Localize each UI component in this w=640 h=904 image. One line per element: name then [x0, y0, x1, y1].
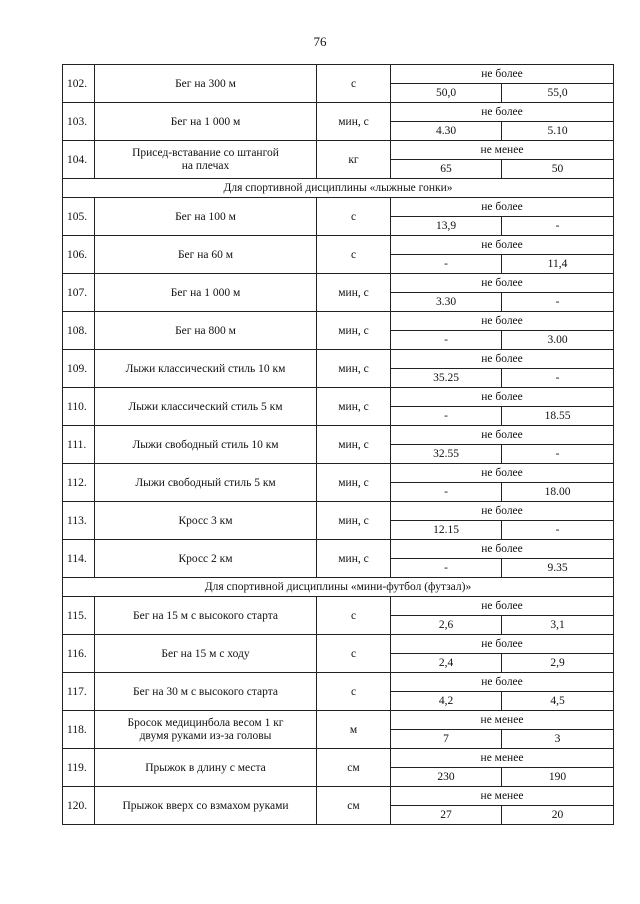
- exercise-name: [95, 787, 317, 825]
- value-2: 3: [502, 730, 614, 749]
- exercise-name-line: Бросок медицинбола весом 1 кг: [127, 716, 284, 729]
- item-number: 103.: [63, 103, 95, 141]
- value-1: 50,0: [391, 84, 502, 103]
- exercise-name-line: Кросс 3 км: [178, 514, 233, 527]
- criterion: не менее: [391, 787, 614, 806]
- exercise-name-line: Бег на 800 м: [175, 324, 236, 337]
- criterion: не более: [391, 65, 614, 84]
- value-1: 13,9: [391, 217, 502, 236]
- value-1: 2,6: [391, 616, 502, 635]
- table-row: [63, 426, 614, 445]
- criterion: не более: [391, 236, 614, 255]
- value-1: -: [391, 483, 502, 502]
- item-number: 105.: [63, 198, 95, 236]
- value-1: 32.55: [391, 445, 502, 464]
- unit: с: [317, 597, 391, 635]
- exercise-name: [95, 312, 317, 350]
- criterion: не более: [391, 502, 614, 521]
- criterion: не более: [391, 350, 614, 369]
- value-1: 65: [391, 160, 502, 179]
- exercise-name: [95, 65, 317, 103]
- unit: см: [317, 787, 391, 825]
- table-row: [63, 274, 614, 293]
- value-1: 35.25: [391, 369, 502, 388]
- exercise-name: [95, 426, 317, 464]
- value-2: 3,1: [502, 616, 614, 635]
- value-1: -: [391, 255, 502, 274]
- item-number: 120.: [63, 787, 95, 825]
- exercise-name-line: Бег на 100 м: [175, 210, 236, 223]
- table-row: [63, 350, 614, 369]
- exercise-name: [95, 540, 317, 578]
- unit: см: [317, 749, 391, 787]
- table-row: [63, 749, 614, 768]
- criterion: не более: [391, 464, 614, 483]
- section-title: Для спортивной дисциплины «мини-футбол (футзал)»: [63, 578, 614, 597]
- unit: мин, с: [317, 350, 391, 388]
- exercise-name-line: Бег на 1 000 м: [170, 286, 241, 299]
- value-1: 230: [391, 768, 502, 787]
- exercise-name-line: Лыжи классический стиль 10 км: [125, 362, 286, 375]
- table-row: [63, 141, 614, 160]
- unit: мин, с: [317, 312, 391, 350]
- exercise-name-line: Лыжи свободный стиль 5 км: [135, 476, 276, 489]
- section-row: [63, 179, 614, 198]
- criterion: не более: [391, 198, 614, 217]
- table-row: [63, 236, 614, 255]
- exercise-name: [95, 141, 317, 179]
- exercise-name: [95, 198, 317, 236]
- item-number: 117.: [63, 673, 95, 711]
- item-number: 102.: [63, 65, 95, 103]
- table-row: [63, 711, 614, 730]
- exercise-name-line: Бег на 60 м: [177, 248, 234, 261]
- exercise-name-line: на плечах: [181, 159, 230, 172]
- value-2: 18.00: [502, 483, 614, 502]
- criterion: не менее: [391, 711, 614, 730]
- table-row: [63, 65, 614, 84]
- item-number: 118.: [63, 711, 95, 749]
- exercise-name-line: Присед-вставание со штангой: [132, 146, 279, 159]
- item-number: 110.: [63, 388, 95, 426]
- exercise-name: [95, 711, 317, 749]
- value-1: 4.30: [391, 122, 502, 141]
- value-2: 3.00: [502, 331, 614, 350]
- value-2: 9.35: [502, 559, 614, 578]
- item-number: 112.: [63, 464, 95, 502]
- standards-table: [62, 64, 614, 825]
- exercise-name-line: Лыжи классический стиль 5 км: [128, 400, 283, 413]
- value-1: -: [391, 559, 502, 578]
- page-number: 76: [313, 34, 327, 49]
- item-number: 119.: [63, 749, 95, 787]
- value-2: -: [502, 293, 614, 312]
- value-2: -: [502, 217, 614, 236]
- table-row: [63, 787, 614, 806]
- value-2: 20: [502, 806, 614, 825]
- exercise-name: [95, 597, 317, 635]
- table-row: [63, 464, 614, 483]
- exercise-name: [95, 274, 317, 312]
- exercise-name: [95, 103, 317, 141]
- value-2: 11,4: [502, 255, 614, 274]
- criterion: не более: [391, 312, 614, 331]
- value-2: -: [502, 521, 614, 540]
- table-row: [63, 540, 614, 559]
- value-1: 12.15: [391, 521, 502, 540]
- exercise-name-line: Бег на 300 м: [175, 77, 236, 90]
- exercise-name-line: Бег на 30 м с высокого старта: [132, 685, 278, 698]
- unit: мин, с: [317, 426, 391, 464]
- exercise-name: [95, 749, 317, 787]
- criterion: не более: [391, 540, 614, 559]
- criterion: не более: [391, 597, 614, 616]
- unit: с: [317, 673, 391, 711]
- exercise-name: [95, 464, 317, 502]
- exercise-name: [95, 388, 317, 426]
- criterion: не более: [391, 388, 614, 407]
- table-row: [63, 198, 614, 217]
- exercise-name: [95, 502, 317, 540]
- value-2: 50: [502, 160, 614, 179]
- table-row: [63, 673, 614, 692]
- exercise-name-line: Прыжок в длину с места: [145, 761, 266, 774]
- unit: с: [317, 635, 391, 673]
- exercise-name: [95, 350, 317, 388]
- unit: с: [317, 198, 391, 236]
- exercise-name-line: Бег на 15 м с высокого старта: [132, 609, 278, 622]
- section-row: [63, 578, 614, 597]
- criterion: не более: [391, 673, 614, 692]
- value-2: -: [502, 369, 614, 388]
- value-2: 5.10: [502, 122, 614, 141]
- exercise-name-line: Бег на 15 м с ходу: [161, 647, 250, 660]
- criterion: не менее: [391, 749, 614, 768]
- table-row: [63, 312, 614, 331]
- unit: с: [317, 236, 391, 274]
- unit: мин, с: [317, 274, 391, 312]
- unit: мин, с: [317, 388, 391, 426]
- section-title: Для спортивной дисциплины «лыжные гонки»: [63, 179, 614, 198]
- value-1: 4,2: [391, 692, 502, 711]
- value-2: 2,9: [502, 654, 614, 673]
- unit: мин, с: [317, 502, 391, 540]
- criterion: не более: [391, 103, 614, 122]
- item-number: 106.: [63, 236, 95, 274]
- item-number: 111.: [63, 426, 95, 464]
- criterion: не более: [391, 274, 614, 293]
- item-number: 114.: [63, 540, 95, 578]
- item-number: 115.: [63, 597, 95, 635]
- criterion: не более: [391, 635, 614, 654]
- unit: м: [317, 711, 391, 749]
- value-1: 27: [391, 806, 502, 825]
- exercise-name-line: Лыжи свободный стиль 10 км: [132, 438, 279, 451]
- value-1: 3.30: [391, 293, 502, 312]
- unit: с: [317, 65, 391, 103]
- table-row: [63, 103, 614, 122]
- criterion: не более: [391, 426, 614, 445]
- item-number: 108.: [63, 312, 95, 350]
- criterion: не менее: [391, 141, 614, 160]
- value-2: 18.55: [502, 407, 614, 426]
- value-1: -: [391, 331, 502, 350]
- value-1: 2,4: [391, 654, 502, 673]
- exercise-name-line: Прыжок вверх со взмахом руками: [122, 799, 289, 812]
- value-1: 7: [391, 730, 502, 749]
- table-row: [63, 597, 614, 616]
- item-number: 113.: [63, 502, 95, 540]
- value-2: 190: [502, 768, 614, 787]
- item-number: 107.: [63, 274, 95, 312]
- unit: мин, с: [317, 464, 391, 502]
- item-number: 116.: [63, 635, 95, 673]
- exercise-name-line: двумя руками из-за головы: [139, 729, 272, 742]
- value-2: 4,5: [502, 692, 614, 711]
- value-2: -: [502, 445, 614, 464]
- exercise-name-line: Бег на 1 000 м: [170, 115, 241, 128]
- table-row: [63, 502, 614, 521]
- value-2: 55,0: [502, 84, 614, 103]
- unit: кг: [317, 141, 391, 179]
- exercise-name: [95, 236, 317, 274]
- unit: мин, с: [317, 103, 391, 141]
- table-row: [63, 635, 614, 654]
- exercise-name: [95, 635, 317, 673]
- value-1: -: [391, 407, 502, 426]
- exercise-name-line: Кросс 2 км: [178, 552, 233, 565]
- item-number: 109.: [63, 350, 95, 388]
- item-number: 104.: [63, 141, 95, 179]
- exercise-name: [95, 673, 317, 711]
- unit: мин, с: [317, 540, 391, 578]
- table-row: [63, 388, 614, 407]
